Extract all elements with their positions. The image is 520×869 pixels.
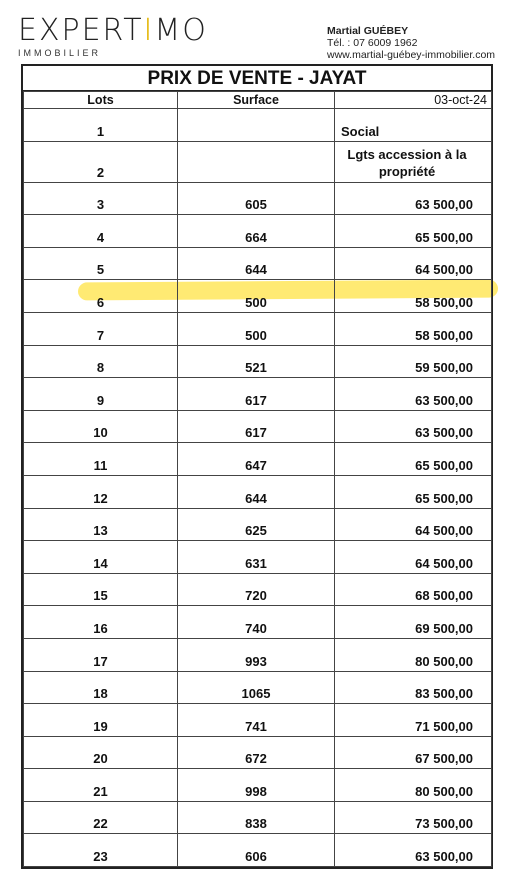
price-sheet	[21, 64, 493, 869]
lot-number-cell: 20	[24, 736, 178, 769]
surface-cell: 617	[178, 410, 335, 443]
lot-number-cell: 8	[24, 345, 178, 378]
lot-number-cell: 4	[24, 215, 178, 248]
table-row	[24, 475, 492, 508]
price-cell: 63 500,00	[335, 182, 492, 215]
price-cell: 68 500,00	[335, 573, 492, 606]
lot-number-cell: 23	[24, 834, 178, 867]
price-cell: 80 500,00	[335, 769, 492, 802]
lot-number-cell: 18	[24, 671, 178, 704]
price-cell: 64 500,00	[335, 247, 492, 280]
price-cell: 64 500,00	[335, 508, 492, 541]
column-header-date: 03-oct-24	[335, 92, 492, 109]
table-row	[24, 541, 492, 574]
table-row	[24, 573, 492, 606]
lot-number-cell: 14	[24, 541, 178, 574]
table-row	[24, 215, 492, 248]
lot-number-cell: 1	[24, 109, 178, 142]
lot-number-cell: 13	[24, 508, 178, 541]
logo-wordmark: EXPERTIMO	[18, 13, 208, 48]
company-logo	[18, 14, 208, 58]
price-cell: 58 500,00	[335, 312, 492, 345]
lot-number-cell: 5	[24, 247, 178, 280]
price-cell: 69 500,00	[335, 606, 492, 639]
table-row	[24, 769, 492, 802]
lot-number-cell: 2	[24, 141, 178, 182]
surface-cell: 605	[178, 182, 335, 215]
price-cell: 59 500,00	[335, 345, 492, 378]
lot-number-cell: 17	[24, 638, 178, 671]
table-row	[24, 182, 492, 215]
table-row	[24, 606, 492, 639]
table-header-row	[24, 92, 492, 109]
price-cell: 83 500,00	[335, 671, 492, 704]
surface-cell: 664	[178, 215, 335, 248]
surface-cell: 720	[178, 573, 335, 606]
table-row	[24, 443, 492, 476]
price-cell: 65 500,00	[335, 443, 492, 476]
table-row	[24, 801, 492, 834]
table-row	[24, 638, 492, 671]
lot-number-cell: 6	[24, 280, 178, 313]
lot-number-cell: 3	[24, 182, 178, 215]
price-cell: 58 500,00	[335, 280, 492, 313]
surface-cell: 521	[178, 345, 335, 378]
surface-cell	[178, 141, 335, 182]
surface-cell: 993	[178, 638, 335, 671]
price-cell: 64 500,00	[335, 541, 492, 574]
contact-website: www.martial-guébey-immobilier.com	[327, 49, 496, 61]
price-cell: 63 500,00	[335, 378, 492, 411]
table-row	[24, 345, 492, 378]
accession-note-cell: Lgts accession à la propriété	[335, 141, 492, 182]
surface-cell: 606	[178, 834, 335, 867]
table-row	[24, 247, 492, 280]
surface-cell: 644	[178, 247, 335, 280]
table-row	[24, 280, 492, 313]
lot-number-cell: 19	[24, 704, 178, 737]
contact-block	[327, 25, 495, 61]
surface-cell: 672	[178, 736, 335, 769]
surface-cell: 631	[178, 541, 335, 574]
surface-cell	[178, 109, 335, 142]
surface-cell: 838	[178, 801, 335, 834]
price-cell: 65 500,00	[335, 215, 492, 248]
lot-number-cell: 12	[24, 475, 178, 508]
price-cell: 65 500,00	[335, 475, 492, 508]
contact-name: Martial GUÉBEY	[327, 25, 409, 37]
surface-cell: 617	[178, 378, 335, 411]
price-cell: 71 500,00	[335, 704, 492, 737]
lot-number-cell: 15	[24, 573, 178, 606]
sheet-title: PRIX DE VENTE - JAYAT	[23, 66, 491, 91]
social-note-cell: Social	[335, 109, 492, 142]
price-cell: 73 500,00	[335, 801, 492, 834]
table-row	[24, 109, 492, 142]
column-header-lots: Lots	[24, 92, 178, 109]
surface-cell: 500	[178, 312, 335, 345]
price-table	[23, 91, 492, 867]
surface-cell: 647	[178, 443, 335, 476]
price-cell: 67 500,00	[335, 736, 492, 769]
lot-number-cell: 7	[24, 312, 178, 345]
surface-cell: 625	[178, 508, 335, 541]
surface-cell: 644	[178, 475, 335, 508]
lot-number-cell: 9	[24, 378, 178, 411]
column-header-surface: Surface	[178, 92, 335, 109]
price-cell: 63 500,00	[335, 410, 492, 443]
table-row	[24, 378, 492, 411]
logo-subtitle: IMMOBILIER	[18, 48, 102, 58]
lot-number-cell: 16	[24, 606, 178, 639]
surface-cell: 500	[178, 280, 335, 313]
lot-number-cell: 22	[24, 801, 178, 834]
lot-number-cell: 10	[24, 410, 178, 443]
table-row	[24, 834, 492, 867]
table-row	[24, 508, 492, 541]
lot-number-cell: 11	[24, 443, 178, 476]
price-cell: 80 500,00	[335, 638, 492, 671]
table-row	[24, 671, 492, 704]
table-row	[24, 736, 492, 769]
table-row	[24, 410, 492, 443]
table-row	[24, 704, 492, 737]
table-row	[24, 141, 492, 182]
surface-cell: 998	[178, 769, 335, 802]
lot-number-cell: 21	[24, 769, 178, 802]
contact-phone: Tél. : 07 6009 1962	[327, 37, 418, 49]
surface-cell: 740	[178, 606, 335, 639]
surface-cell: 1065	[178, 671, 335, 704]
price-cell: 63 500,00	[335, 834, 492, 867]
table-row	[24, 312, 492, 345]
surface-cell: 741	[178, 704, 335, 737]
